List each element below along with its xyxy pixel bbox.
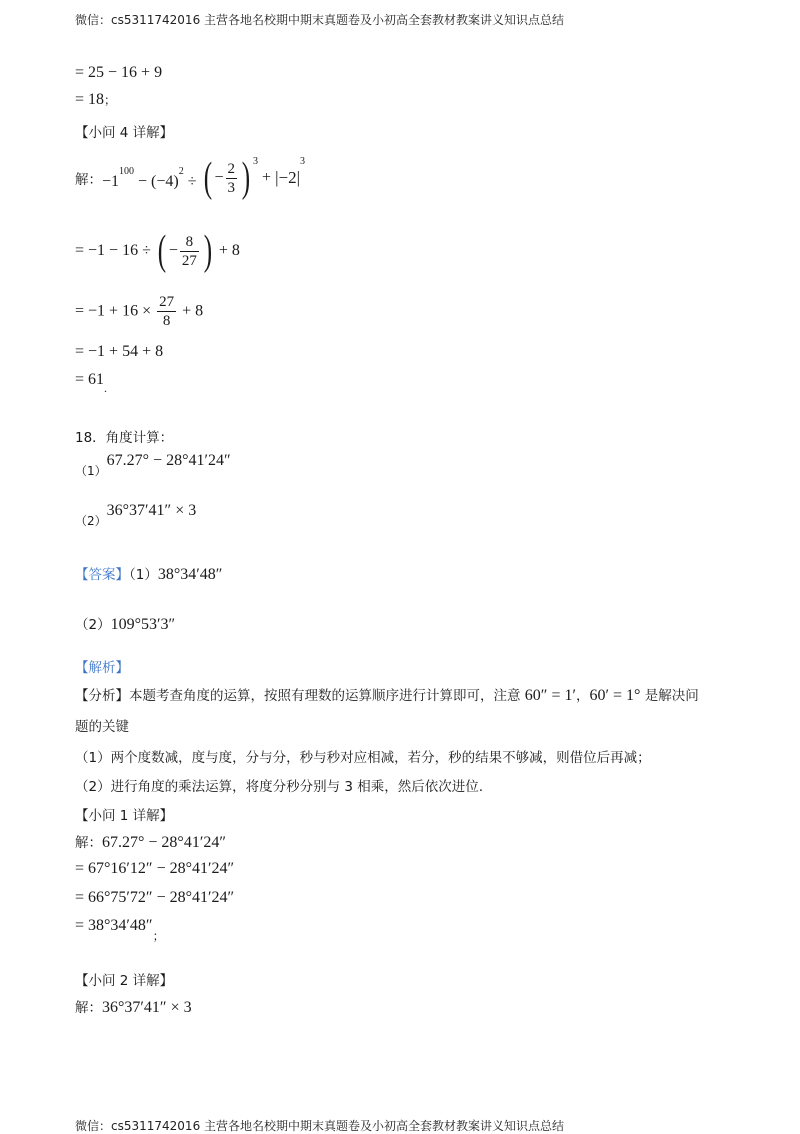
analysis-text-cont: 题的关键 <box>75 719 129 735</box>
step-line: = −1 + 54 + 8 <box>75 343 164 360</box>
step-line: = $38^\circ 34'48''_;$ <box>75 917 165 943</box>
subquestion-1-heading: 【小问 1 详解】 <box>75 808 174 824</box>
question-18-part-2: （2）36°37′41″ × 3 <box>75 502 197 528</box>
analysis-text: 【分析】本题考查角度的运算，按照有理数的运算顺序进行计算即可，注意 60″ = 1′，60′ = 1° 是解决问 <box>75 687 699 704</box>
step-line: = −1 + 16 × $\frac{27}{8}$ + 8 <box>75 294 204 329</box>
fraction: $\frac{27}{8}$ <box>159 294 175 329</box>
analysis-tag: 【解析】 <box>75 660 129 676</box>
page-header: 微信：cs5311742016 主营各地名校期中期末真题卷及小初高全套教材教案讲义知识点总结 <box>75 13 565 27</box>
step-line: = 66°75′72″ − 28°41′24″ <box>75 889 235 906</box>
step-line: = 18； <box>75 91 117 108</box>
step-line: 解：36°37′41″ × 3 <box>75 999 192 1016</box>
answer-tag: 【答案】 <box>75 567 129 583</box>
step-line: = 25 − 16 + 9 <box>75 64 163 81</box>
analysis-point-1: （1）两个度数减，度与度，分与分，秒与秒对应相减，若分，秒的结果不够减，则借位后再减； <box>75 750 651 766</box>
step-line: 解：67.27° − 28°41′24″ <box>75 834 226 851</box>
subquestion-2-heading: 【小问 2 详解】 <box>75 973 174 989</box>
page-footer: 微信：cs5311742016 主营各地名校期中期末真题卷及小初高全套教材教案讲义知识点总结 <box>75 1119 565 1133</box>
question-18-part-1: （1）67.27° − 28°41′24″ <box>75 452 231 478</box>
step-line: = $61_.$ <box>75 371 108 395</box>
answer-part-1: 【答案】（1）38°34′48″ <box>75 566 223 583</box>
subquestion-4-heading: 【小问 4 详解】 <box>75 125 174 141</box>
subquestion-4-expression: 解：$-1^{100} - (-4)^2$ ÷ ( − $\frac{2}{3}$ ) $^3 + |-2|^3$ <box>75 155 305 201</box>
analysis-point-2: （2）进行角度的乘法运算，将度分秒分别与 3 相乘，然后依次进位. <box>75 779 484 795</box>
answer-part-2: （2）109°53′3″ <box>75 616 176 633</box>
step-line: = −1 − 16 ÷ ( − $\frac{8}{27}$ ) + 8 <box>75 228 240 274</box>
step-line: = 67°16′12″ − 28°41′24″ <box>75 860 235 877</box>
fraction: $\frac{2}{3}$ <box>227 160 236 196</box>
question-18-title: 18．角度计算： <box>75 430 174 446</box>
fraction: $\frac{8}{27}$ <box>181 233 197 269</box>
